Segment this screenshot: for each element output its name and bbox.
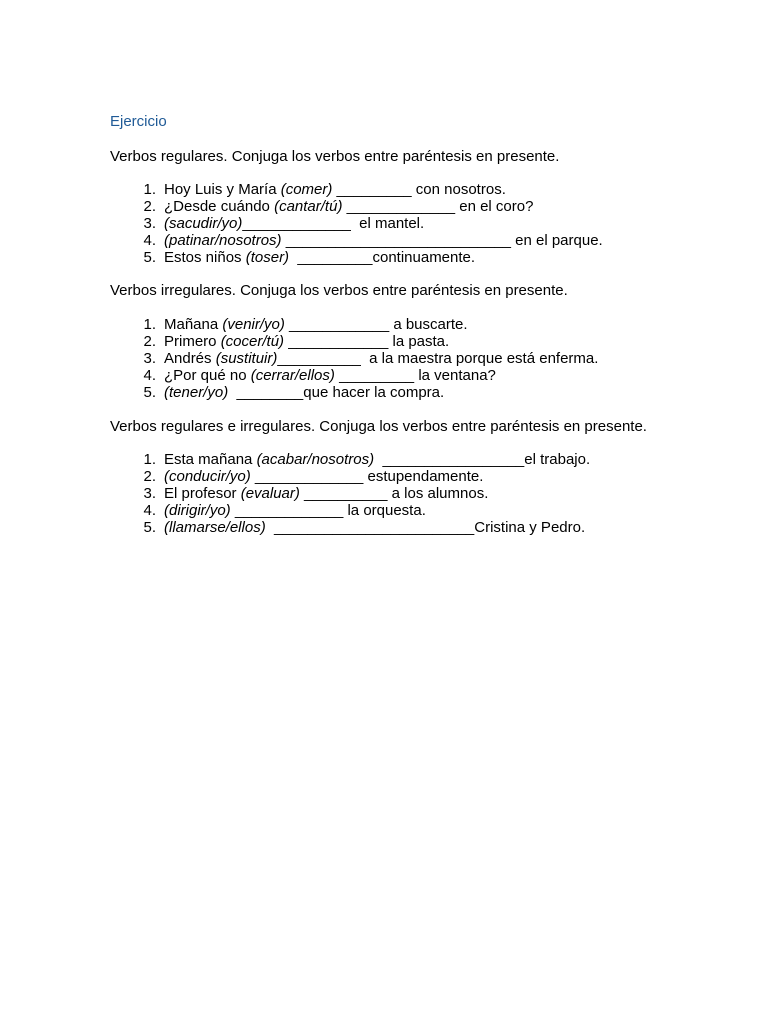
sentence-fragment: ¿Por qué no — [164, 367, 251, 384]
document-page — [110, 113, 658, 536]
item-number: 1. — [143, 181, 156, 198]
item-number: 3. — [143, 215, 156, 232]
exercise-item — [110, 333, 658, 350]
item-number: 2. — [143, 198, 156, 215]
section-1-list — [110, 181, 658, 266]
exercise-item — [110, 232, 658, 249]
sentence-fragment: __________ a los alumnos. — [299, 485, 489, 502]
item-text — [164, 316, 468, 333]
verb-prompt: (patinar/nosotros) — [164, 232, 282, 249]
verb-prompt: (cerrar/ellos) — [250, 367, 335, 384]
item-number: 4. — [143, 502, 156, 519]
item-number: 3. — [143, 350, 156, 367]
sentence-fragment: ________que hacer la compra. — [228, 384, 445, 401]
item-text — [164, 367, 496, 384]
item-text — [164, 502, 426, 519]
exercise-item — [110, 468, 658, 485]
section-2-instruction: Verbos irregulares. Conjuga los verbos entre paréntesis en presente. — [110, 282, 568, 299]
sentence-fragment: _________________el trabajo. — [374, 451, 591, 468]
exercise-item — [110, 316, 658, 333]
verb-prompt: (dirigir/yo) — [164, 502, 231, 519]
exercise-item — [110, 367, 658, 384]
verb-prompt: (toser) — [245, 249, 290, 266]
sentence-fragment: _____________ en el coro? — [342, 198, 534, 215]
exercise-heading: Ejercicio — [110, 113, 167, 130]
sentence-fragment: __________ a la maestra porque está enferma. — [277, 350, 599, 367]
verb-prompt: (cocer/tú) — [220, 333, 285, 350]
exercise-item — [110, 485, 658, 502]
section-3-instruction: Verbos regulares e irregulares. Conjuga los verbos entre paréntesis en presente. — [110, 418, 647, 435]
sentence-fragment: Hoy Luis y María — [164, 181, 281, 198]
item-text — [164, 485, 488, 502]
item-text — [164, 333, 449, 350]
sentence-fragment: _____________ estupendamente. — [250, 468, 484, 485]
sentence-fragment: Mañana — [164, 316, 223, 333]
verb-prompt: (llamarse/ellos) — [164, 519, 266, 536]
verb-prompt: (sustituir) — [215, 350, 278, 367]
item-text — [164, 181, 506, 198]
sentence-fragment: _____________ el mantel. — [242, 215, 425, 232]
verb-prompt: (evaluar) — [240, 485, 300, 502]
sentence-fragment: Esta mañana — [164, 451, 257, 468]
exercise-item — [110, 215, 658, 232]
item-number: 1. — [143, 316, 156, 333]
verb-prompt: (venir/yo) — [222, 316, 285, 333]
sentence-fragment: ____________ la pasta. — [284, 333, 450, 350]
item-text — [164, 215, 424, 232]
exercise-item — [110, 198, 658, 215]
item-text — [164, 384, 444, 401]
item-number: 4. — [143, 232, 156, 249]
section-1-instruction: Verbos regulares. Conjuga los verbos entre paréntesis en presente. — [110, 148, 560, 165]
sentence-fragment: ___________________________ en el parque. — [281, 232, 603, 249]
verb-prompt: (comer) — [280, 181, 333, 198]
item-number: 2. — [143, 468, 156, 485]
exercise-item — [110, 502, 658, 519]
verb-prompt: (tener/yo) — [164, 384, 229, 401]
item-text — [164, 519, 585, 536]
item-number: 5. — [143, 384, 156, 401]
item-number: 5. — [143, 519, 156, 536]
sentence-fragment: _________ con nosotros. — [332, 181, 506, 198]
item-text — [164, 249, 475, 266]
sentence-fragment: _________continuamente. — [289, 249, 476, 266]
item-text — [164, 198, 533, 215]
item-text — [164, 232, 603, 249]
item-number: 1. — [143, 451, 156, 468]
sentence-fragment: El profesor — [164, 485, 241, 502]
exercise-item — [110, 451, 658, 468]
item-number: 5. — [143, 249, 156, 266]
sentence-fragment: ____________ a buscarte. — [284, 316, 468, 333]
section-3-list — [110, 451, 658, 536]
item-text — [164, 468, 483, 485]
exercise-item — [110, 384, 658, 401]
verb-prompt: (cantar/tú) — [274, 198, 343, 215]
sentence-fragment: Estos niños — [164, 249, 246, 266]
item-number: 3. — [143, 485, 156, 502]
item-text — [164, 350, 598, 367]
item-number: 2. — [143, 333, 156, 350]
item-number: 4. — [143, 367, 156, 384]
sentence-fragment: _________ la ventana? — [334, 367, 496, 384]
verb-prompt: (sacudir/yo) — [164, 215, 243, 232]
sentence-fragment: Andrés — [164, 350, 216, 367]
verb-prompt: (acabar/nosotros) — [256, 451, 375, 468]
sentence-fragment: Primero — [164, 333, 221, 350]
exercise-item — [110, 249, 658, 266]
verb-prompt: (conducir/yo) — [164, 468, 251, 485]
sentence-fragment: ¿Desde cuándo — [164, 198, 275, 215]
exercise-item — [110, 181, 658, 198]
exercise-item — [110, 350, 658, 367]
section-2-list — [110, 316, 658, 401]
sentence-fragment: ________________________Cristina y Pedro. — [265, 519, 586, 536]
sentence-fragment: _____________ la orquesta. — [230, 502, 426, 519]
item-text — [164, 451, 590, 468]
exercise-item — [110, 519, 658, 536]
